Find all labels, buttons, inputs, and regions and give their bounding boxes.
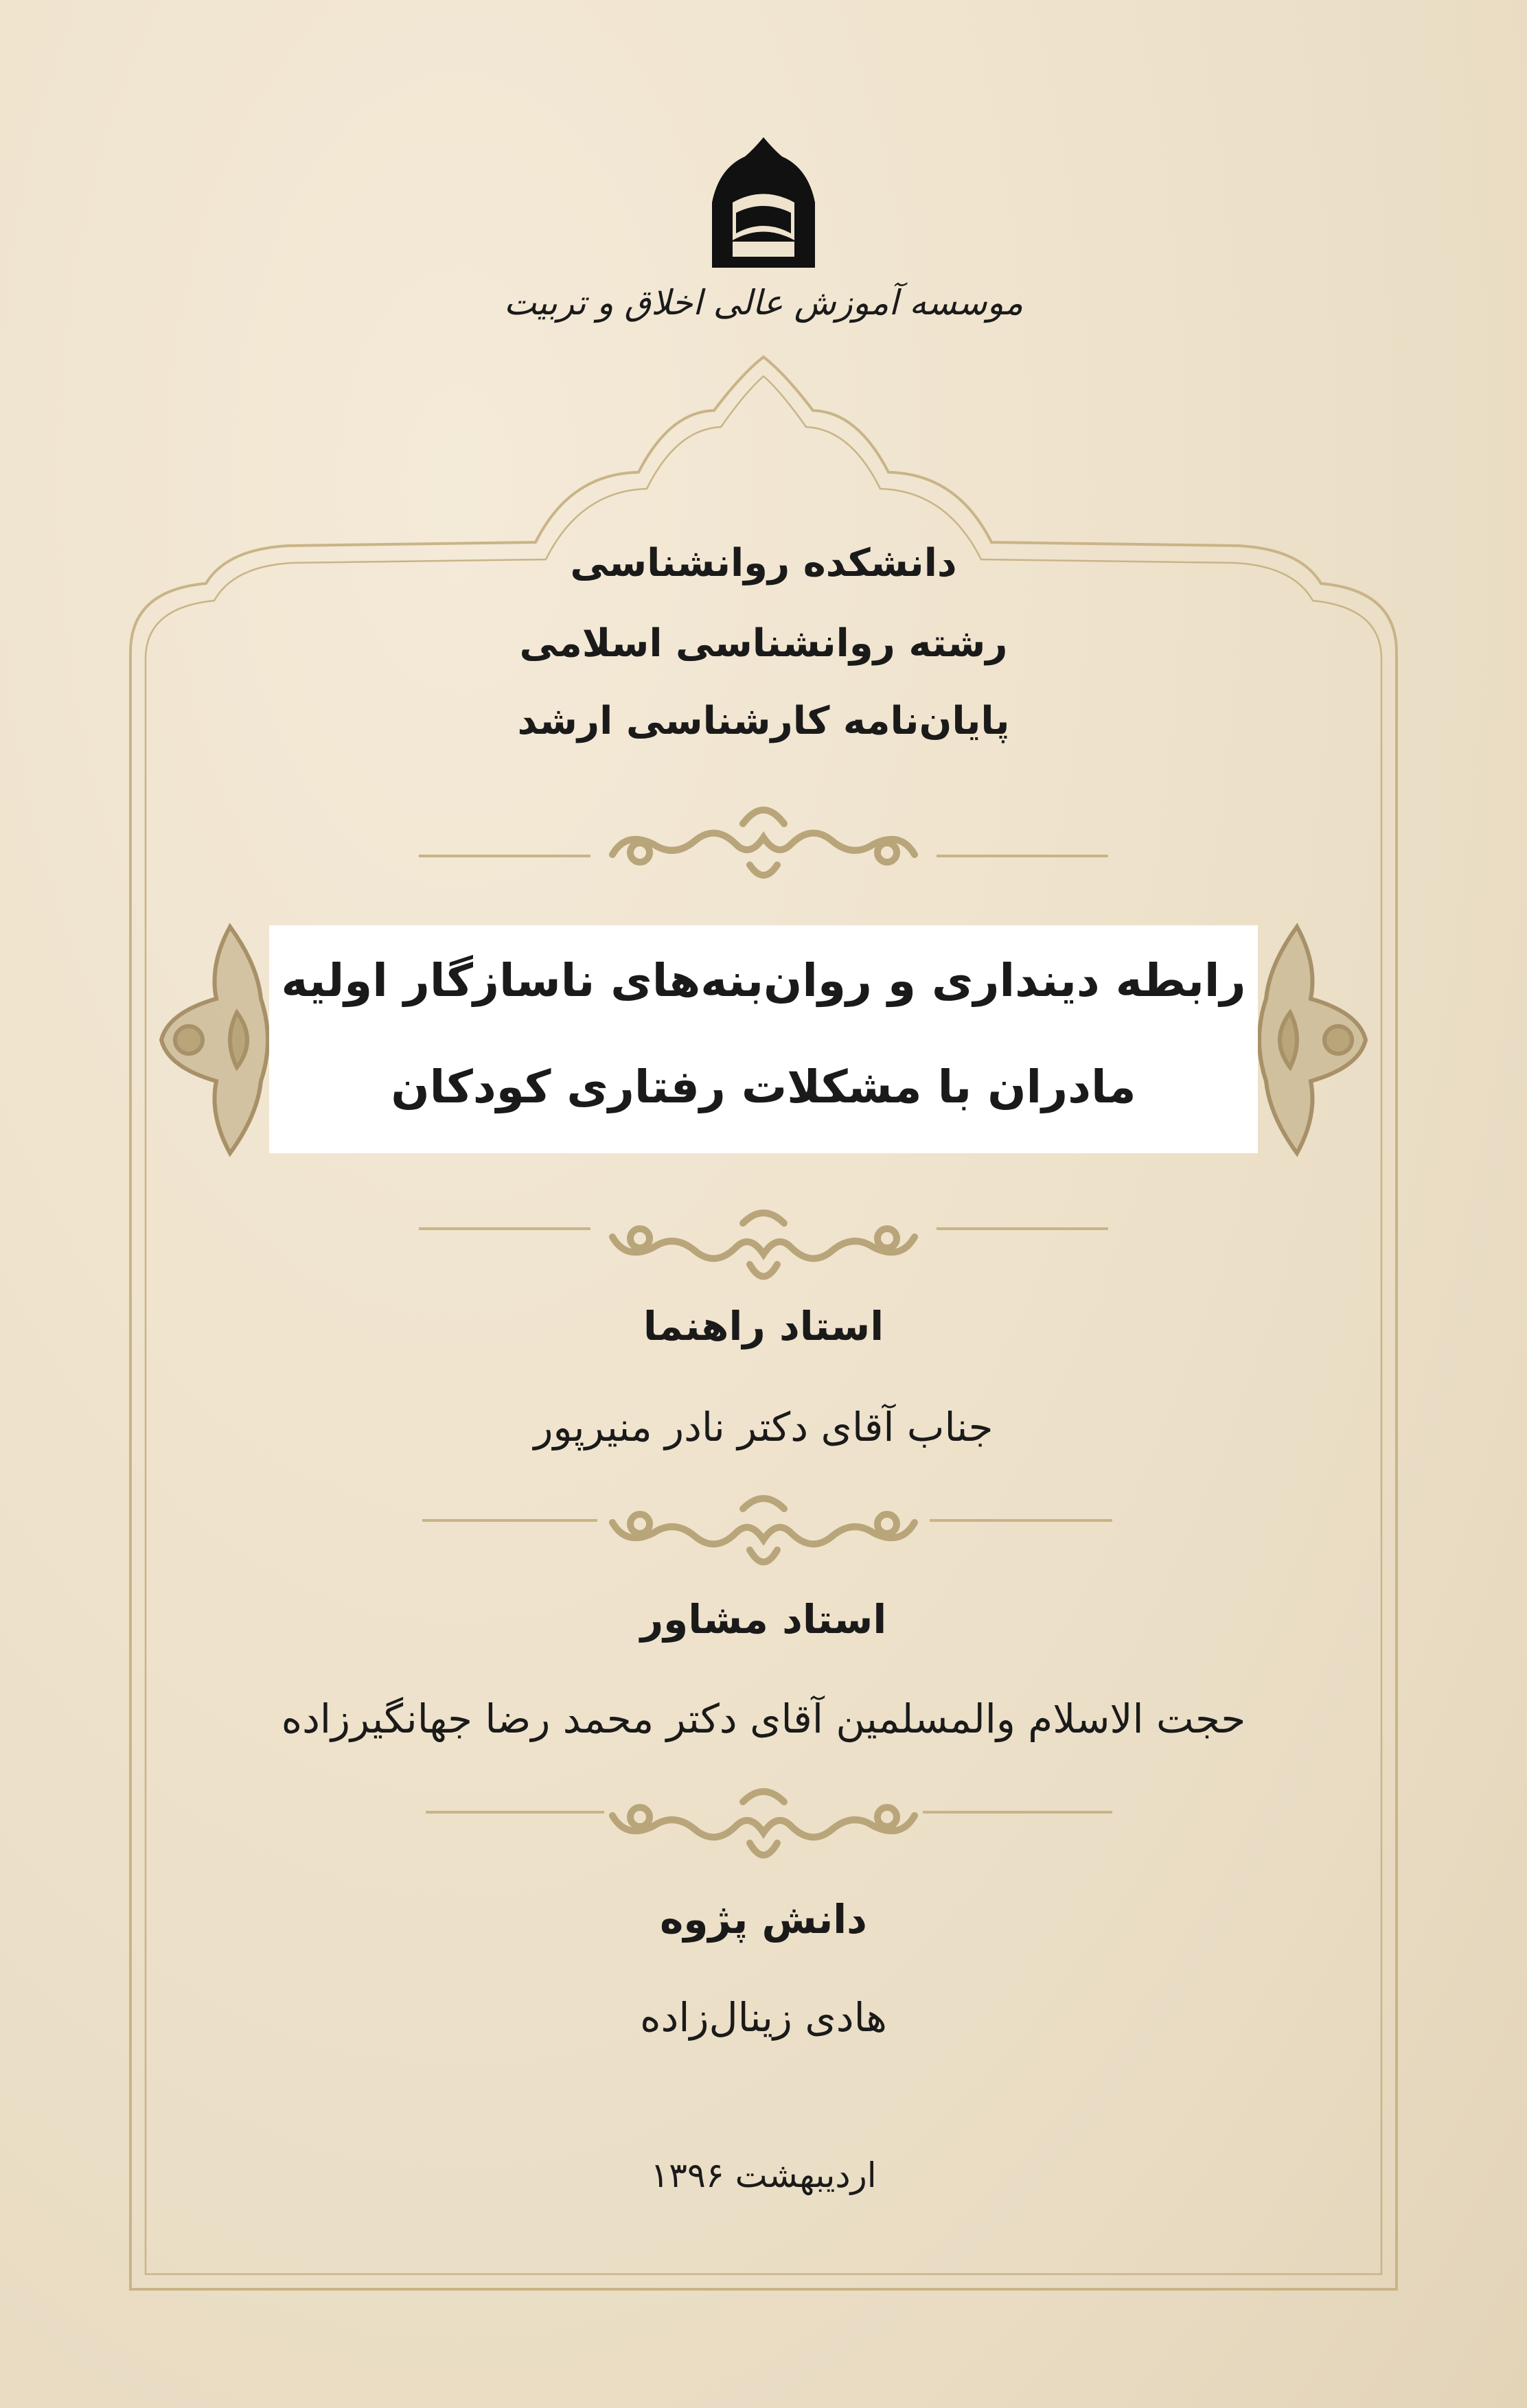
student-name: هادی زینال‌زاده <box>640 1994 887 2041</box>
supervisor-name: جناب آقای دکتر نادر منیرپور <box>533 1404 994 1450</box>
advisor-label: استاد مشاور <box>640 1596 887 1643</box>
field-name: رشته روانشناسی اسلامی <box>519 621 1008 666</box>
student-label: دانش پژوه <box>660 1896 867 1943</box>
thesis-title-line1: رابطه دینداری و روان‌بنه‌های ناسازگار اولیه <box>281 954 1246 1007</box>
advisor-name: حجت الاسلام والمسلمین آقای دکتر محمد رضا جهانگیرزاده <box>281 1695 1246 1742</box>
institution-name: موسسه آموزش عالی اخلاق و تربیت <box>503 283 1024 323</box>
date-label: اردیبهشت ۱۳۹۶ <box>650 2155 877 2195</box>
degree-label: پایان‌نامه کارشناسی ارشد <box>517 699 1010 743</box>
thesis-title-line2: مادران با مشکلات رفتاری کودکان <box>391 1061 1136 1113</box>
institution-logo-icon <box>705 137 822 275</box>
faculty-name: دانشکده روانشناسی <box>570 541 957 586</box>
supervisor-label: استاد راهنما <box>643 1303 884 1350</box>
